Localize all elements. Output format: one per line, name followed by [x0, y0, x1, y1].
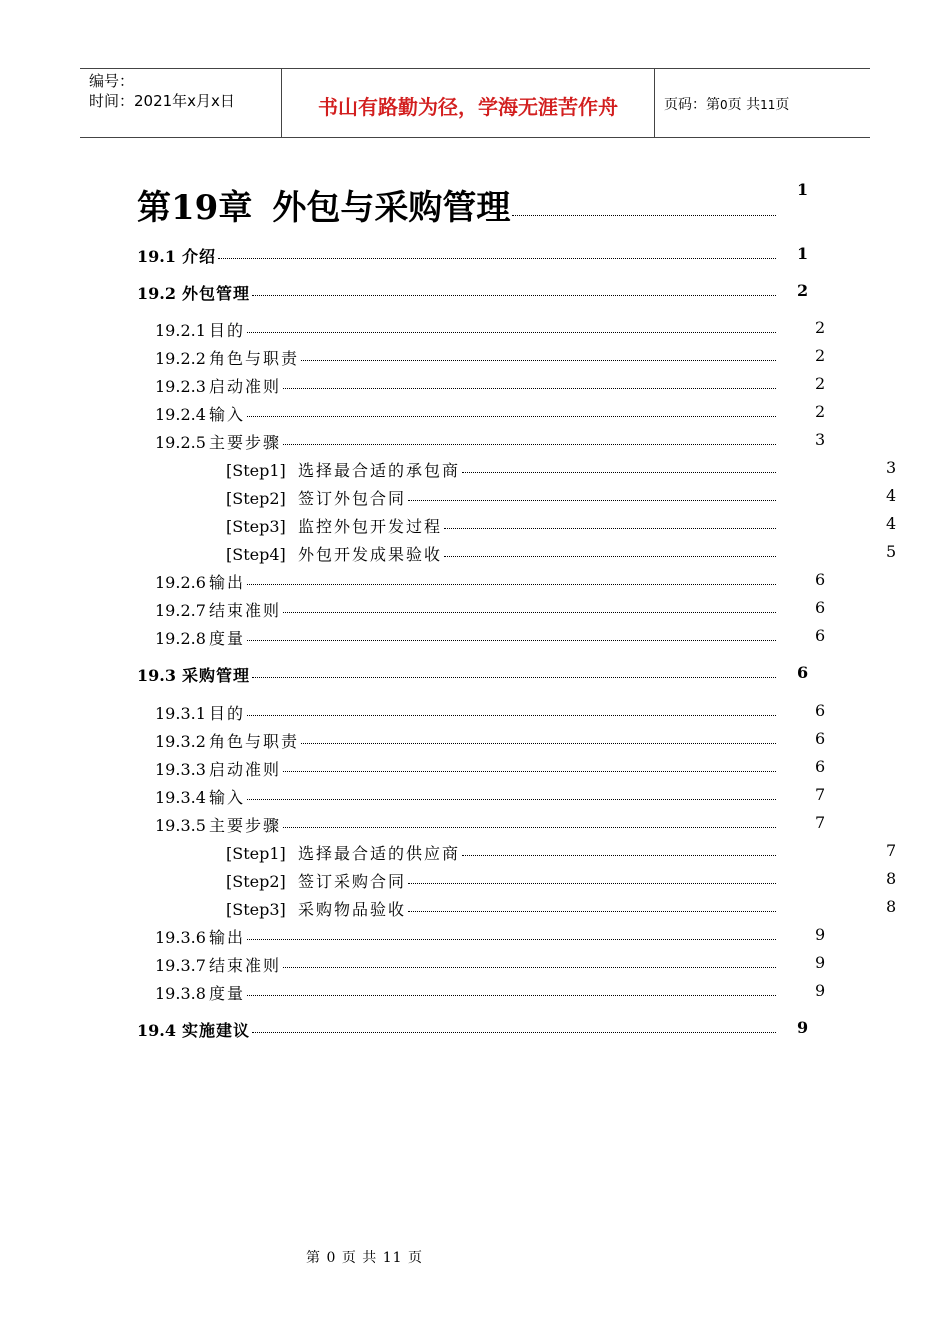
toc-page-number: 2	[815, 318, 826, 337]
toc-page-number: 2	[797, 281, 809, 300]
toc-entry-num: [Step3]	[226, 517, 286, 536]
toc-page-number: 4	[886, 514, 897, 533]
header-page-suffix: 页	[775, 97, 790, 113]
toc-leader	[247, 799, 776, 800]
toc-page-number: 8	[886, 897, 897, 916]
toc-entry-title: 输出	[209, 573, 246, 592]
toc-entry-num: 19.3.2	[155, 732, 206, 751]
toc-page-number: 2	[815, 374, 826, 393]
toc-leader	[252, 677, 776, 678]
toc-leader	[283, 388, 776, 389]
toc-page-number: 9	[815, 981, 826, 1000]
toc-leader	[247, 640, 776, 641]
toc-page-number: 6	[797, 663, 809, 682]
toc-leader	[247, 332, 776, 333]
toc-entry-num: 19.2.5	[155, 433, 206, 452]
toc-entry-num: 19.2.7	[155, 601, 206, 620]
footer-current: 0	[326, 1250, 337, 1266]
toc-entry[interactable]	[137, 244, 809, 267]
toc-entry[interactable]	[226, 486, 897, 509]
toc-leader	[462, 472, 776, 473]
toc-entry-num: [Step2]	[226, 872, 286, 891]
toc-entry-title: 介绍	[181, 247, 216, 266]
toc-page-number: 2	[815, 346, 826, 365]
toc-entry-num: 19.3.6	[155, 928, 206, 947]
toc-entry[interactable]	[137, 663, 809, 686]
toc-entry[interactable]	[155, 981, 826, 1004]
header-page-info	[664, 94, 789, 114]
toc-page-number: 7	[815, 785, 826, 804]
toc-entry-title: 角色与职责	[209, 732, 300, 751]
toc-entry[interactable]	[226, 514, 897, 537]
toc-entry-title: 采购管理	[181, 666, 250, 685]
toc-entry-title: 输入	[209, 405, 246, 424]
toc-entry[interactable]	[155, 374, 826, 397]
toc-entry-title: 度量	[209, 984, 246, 1003]
toc-entry[interactable]	[155, 757, 826, 780]
toc-leader	[283, 612, 776, 613]
toc-entry-num: 19.2.8	[155, 629, 206, 648]
toc-page-number: 7	[815, 813, 826, 832]
toc-leader	[444, 528, 776, 529]
toc-leader	[408, 911, 776, 912]
toc-entry-title: 主要步骤	[209, 816, 282, 835]
toc-entry-num: 19.2.2	[155, 349, 206, 368]
toc-leader	[283, 827, 776, 828]
toc-entry-num: 19.3.5	[155, 816, 206, 835]
toc-entry-num: 19.3.8	[155, 984, 206, 1003]
toc-entry[interactable]	[226, 542, 897, 565]
toc-entry-title: 采购物品验收	[298, 900, 407, 919]
document-date-label: 时间：2021年x月x日	[89, 92, 235, 110]
toc-entry[interactable]	[155, 953, 826, 976]
toc-entry-title: 角色与职责	[209, 349, 300, 368]
toc-entry-title: 结束准则	[209, 956, 282, 975]
toc-entry-title: 监控外包开发过程	[298, 517, 443, 536]
toc-page-number: 9	[815, 953, 826, 972]
toc-leader	[462, 855, 776, 856]
toc-page-number: 6	[815, 626, 826, 645]
toc-leader	[512, 215, 776, 216]
document-header	[80, 68, 870, 138]
toc-leader	[408, 883, 776, 884]
toc-chapter-entry[interactable]	[137, 180, 809, 229]
toc-leader	[247, 715, 776, 716]
toc-leader	[247, 995, 776, 996]
toc-entry[interactable]	[137, 1018, 809, 1041]
toc-entry-title: 输入	[209, 788, 246, 807]
footer-total: 11	[382, 1250, 403, 1266]
toc-entry-title: 实施建议	[181, 1021, 250, 1040]
header-motto: 书山有路勤为径，学海无涯苦作舟	[318, 95, 618, 119]
toc-leader	[283, 444, 776, 445]
toc-entry-num: [Step4]	[226, 545, 286, 564]
toc-page-number: 2	[815, 402, 826, 421]
toc-entry-num: 19.1	[137, 247, 176, 266]
toc-entry-title: 主要步骤	[209, 433, 282, 452]
toc-entry-title: 签订外包合同	[298, 489, 407, 508]
header-page-prefix: 页码：第	[664, 97, 720, 113]
toc-entry[interactable]	[155, 925, 826, 948]
toc-page-number: 5	[886, 542, 897, 561]
toc-entry[interactable]	[226, 841, 897, 864]
toc-page-number: 6	[815, 701, 826, 720]
toc-entry-num: 19.2	[137, 284, 176, 303]
toc-entry[interactable]	[155, 318, 826, 341]
toc-entry-num: 19.3.3	[155, 760, 206, 779]
toc-leader	[283, 967, 776, 968]
page-footer	[0, 1247, 950, 1267]
toc-page-number: 6	[815, 598, 826, 617]
toc-page-number: 9	[797, 1018, 809, 1037]
toc-entry[interactable]	[155, 430, 826, 453]
toc-entry-num: 19.2.4	[155, 405, 206, 424]
header-meta-cell	[80, 69, 281, 137]
toc-leader	[247, 584, 776, 585]
footer-prefix: 第	[306, 1250, 321, 1266]
toc-leader	[252, 1032, 776, 1033]
toc-page-number: 6	[815, 729, 826, 748]
toc-entry-num: 19.3.4	[155, 788, 206, 807]
toc-leader	[247, 416, 776, 417]
toc-entry-title: 输出	[209, 928, 246, 947]
toc-entry[interactable]	[155, 813, 826, 836]
toc-leader	[301, 743, 776, 744]
toc-entry[interactable]	[155, 729, 826, 752]
toc-entry-num: [Step1]	[226, 461, 286, 480]
toc-entry-num: 19.4	[137, 1021, 176, 1040]
toc-entry-title: 签订采购合同	[298, 872, 407, 891]
toc-entry-title: 外包开发成果验收	[298, 545, 443, 564]
toc-entry-title: 结束准则	[209, 601, 282, 620]
toc-leader	[301, 360, 776, 361]
toc-page-number: 8	[886, 869, 897, 888]
header-page-total: 11	[760, 98, 776, 112]
toc-page-number: 4	[886, 486, 897, 505]
toc-page-number: 1	[797, 244, 809, 263]
toc-entry-title: 度量	[209, 629, 246, 648]
toc-page-number: 3	[886, 458, 897, 477]
toc-entry-title: 外包管理	[181, 284, 250, 303]
header-page-cell	[655, 69, 870, 137]
toc-entry[interactable]	[155, 598, 826, 621]
toc-entry[interactable]	[137, 281, 809, 304]
toc-entry[interactable]	[155, 402, 826, 425]
toc-leader	[247, 939, 776, 940]
toc-entry[interactable]	[226, 869, 897, 892]
toc-entry-num: 19.2.3	[155, 377, 206, 396]
toc-page-number: 1	[797, 180, 809, 199]
toc-entry-num: 19.3	[137, 666, 176, 685]
header-page-current: 0	[720, 98, 728, 112]
toc-entry-title: 目的	[209, 321, 246, 340]
toc-entry-title: 选择最合适的承包商	[298, 461, 461, 480]
toc-entry[interactable]	[155, 346, 826, 369]
toc-page-number: 6	[815, 757, 826, 776]
toc-chapter-num: 第19章	[137, 188, 253, 228]
toc-entry-title: 选择最合适的供应商	[298, 844, 461, 863]
toc-entry[interactable]	[226, 897, 897, 920]
toc-entry[interactable]	[155, 570, 826, 593]
footer-suffix: 页	[408, 1250, 424, 1266]
header-page-mid: 页 共	[727, 97, 761, 113]
toc-page-number: 9	[815, 925, 826, 944]
toc-chapter-title: 外包与采购管理	[272, 188, 511, 228]
toc-entry-num: [Step2]	[226, 489, 286, 508]
header-motto-cell	[281, 69, 655, 137]
toc-leader	[218, 258, 776, 259]
toc-entry[interactable]	[155, 701, 826, 724]
toc-entry[interactable]	[155, 626, 826, 649]
toc-leader	[444, 556, 776, 557]
toc-entry-num: 19.3.7	[155, 956, 206, 975]
document-number-label: 编号：	[89, 72, 135, 90]
toc-leader	[408, 500, 776, 501]
toc-entry-num: [Step3]	[226, 900, 286, 919]
toc-entry-num: 19.2.6	[155, 573, 206, 592]
toc-leader	[283, 771, 776, 772]
toc-page-number: 6	[815, 570, 826, 589]
toc-entry-num: [Step1]	[226, 844, 286, 863]
toc-leader	[252, 295, 776, 296]
toc-entry[interactable]	[226, 458, 897, 481]
toc-entry-num: 19.3.1	[155, 704, 206, 723]
toc-entry-title: 目的	[209, 704, 246, 723]
toc-entry-title: 启动准则	[209, 760, 282, 779]
toc-entry-title: 启动准则	[209, 377, 282, 396]
toc-entry-num: 19.2.1	[155, 321, 206, 340]
toc-entry[interactable]	[155, 785, 826, 808]
footer-mid: 页 共	[341, 1250, 378, 1266]
toc-page-number: 3	[815, 430, 826, 449]
toc-page-number: 7	[886, 841, 897, 860]
